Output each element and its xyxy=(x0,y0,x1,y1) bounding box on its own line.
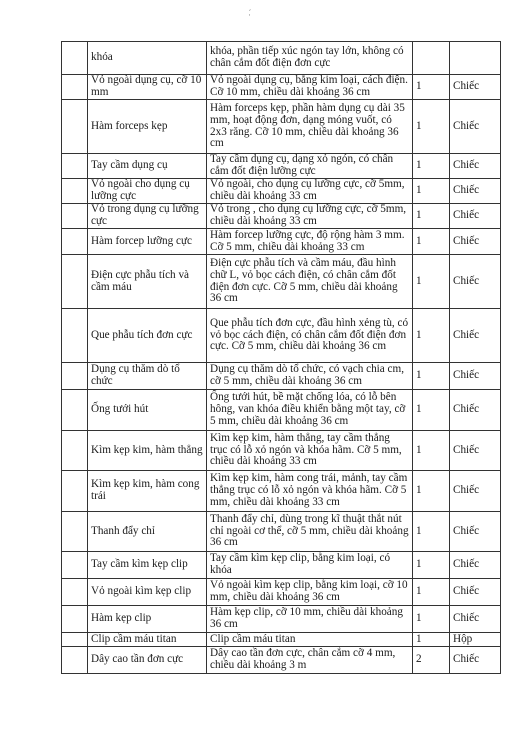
item-description-cell: Kìm kẹp kim, hàm thẳng, tay cầm thẳng trục có lỗ xỏ ngón và khóa hãm. Cỡ 5 mm, chiều dài khoảng 33 cm xyxy=(207,431,413,471)
item-name-cell: Điện cực phẫu tích và cầm máu xyxy=(88,255,207,309)
item-description-cell: Tay cầm dụng cụ, dạng xỏ ngón, có chân cắm đốt điện lưỡng cực xyxy=(207,154,413,179)
table-row xyxy=(62,309,501,363)
table-row xyxy=(62,363,501,390)
table-row xyxy=(62,471,501,512)
unit-cell: Chiếc xyxy=(450,647,501,674)
quantity-cell: 1 xyxy=(413,179,450,204)
item-description-cell: Tay cầm kìm kẹp clip, bằng kim loại, có khóa xyxy=(207,552,413,579)
unit-cell: Chiếc xyxy=(450,431,501,471)
table-row xyxy=(62,75,501,100)
quantity-cell: 1 xyxy=(413,512,450,552)
unit-cell: Chiếc xyxy=(450,552,501,579)
quantity-cell: 1 xyxy=(413,204,450,229)
table-row xyxy=(62,100,501,154)
quantity-cell: 1 xyxy=(413,390,450,431)
item-description-cell: Vỏ trong , cho dụng cụ lưỡng cực, cỡ 5mm, chiều dài khoảng 33 cm xyxy=(207,204,413,229)
table-row xyxy=(62,204,501,229)
item-description-cell: Vỏ ngoài kìm kẹp clip, bằng kim loại, cỡ 10 mm, chiều dài khoảng 36 cm xyxy=(207,579,413,606)
item-description-cell: Ống tưới hút, bề mặt chống lóa, có lỗ bên hông, van khóa điều khiển bằng một tay, cỡ 5 mm, chiều dài khoảng 36 cm xyxy=(207,390,413,431)
quantity-cell xyxy=(413,42,450,75)
quantity-cell: 1 xyxy=(413,633,450,647)
unit-cell: Chiếc xyxy=(450,579,501,606)
row-index-cell xyxy=(62,512,88,552)
item-name-cell: khóa xyxy=(88,42,207,75)
item-description-cell: Kìm kẹp kim, hàm cong trái, mảnh, tay cầm thẳng trục có lỗ xỏ ngón và khóa hãm. Cỡ 5 mm, chiều dài khoảng 33 cm xyxy=(207,471,413,512)
unit-cell: Chiếc xyxy=(450,75,501,100)
item-name-cell: Vỏ ngoài cho dụng cụ lưỡng cực xyxy=(88,179,207,204)
equipment-table xyxy=(61,41,501,674)
item-description-cell: Hàm forcep lưỡng cực, độ rộng hàm 3 mm. Cỡ 5 mm, chiều dài khoảng 33 cm xyxy=(207,229,413,255)
row-index-cell xyxy=(62,100,88,154)
quantity-cell: 1 xyxy=(413,552,450,579)
row-index-cell xyxy=(62,390,88,431)
item-name-cell: Thanh đẩy chỉ xyxy=(88,512,207,552)
row-index-cell xyxy=(62,255,88,309)
item-name-cell: Vỏ ngoài dụng cụ, cỡ 10 mm xyxy=(88,75,207,100)
unit-cell: Chiếc xyxy=(450,309,501,363)
table-row xyxy=(62,255,501,309)
item-description-cell: Dây cao tần đơn cực, chân cắm cỡ 4 mm, chiều dài khoảng 3 m xyxy=(207,647,413,674)
item-name-cell: Hàm forcep lưỡng cực xyxy=(88,229,207,255)
quantity-cell: 1 xyxy=(413,431,450,471)
item-name-cell: Vỏ trong dụng cụ lưỡng cực xyxy=(88,204,207,229)
item-name-cell: Clip cầm máu titan xyxy=(88,633,207,647)
quantity-cell: 1 xyxy=(413,363,450,390)
item-description-cell: Vỏ ngoài, cho dụng cụ lưỡng cực, cỡ 5mm, chiều dài khoảng 33 cm xyxy=(207,179,413,204)
equipment-table-body xyxy=(62,42,501,674)
unit-cell: Chiếc xyxy=(450,100,501,154)
item-name-cell: Hàm forceps kẹp xyxy=(88,100,207,154)
unit-cell xyxy=(450,42,501,75)
item-name-cell: Dây cao tần đơn cực xyxy=(88,647,207,674)
item-name-cell: Vỏ ngoài kìm kẹp clip xyxy=(88,579,207,606)
item-name-cell: Dụng cụ thăm dò tổ chức xyxy=(88,363,207,390)
item-name-cell: Kìm kẹp kim, hàm thẳng xyxy=(88,431,207,471)
item-description-cell: khóa, phần tiếp xúc ngón tay lớn, không có chân cắm đốt điện đơn cực xyxy=(207,42,413,75)
unit-cell: Chiếc xyxy=(450,512,501,552)
item-description-cell: Điện cực phẫu tích và cầm máu, đầu hình chữ L, vỏ bọc cách điện, có chân cắm đốt điện đơn cực. Cỡ 5 mm, chiều dài khoảng 36 cm xyxy=(207,255,413,309)
item-description-cell: Clip cầm máu titan xyxy=(207,633,413,647)
quantity-cell: 1 xyxy=(413,579,450,606)
unit-cell: Chiếc xyxy=(450,255,501,309)
quantity-cell: 1 xyxy=(413,471,450,512)
item-description-cell: Hàm forceps kẹp, phần hàm dụng cụ dài 35 mm, hoạt động đơn, dạng móng vuốt, có 2x3 răng. Cỡ 10 mm, chiều dài khoảng 36 cm xyxy=(207,100,413,154)
unit-cell: Chiếc xyxy=(450,606,501,633)
table-row xyxy=(62,647,501,674)
quantity-cell: 2 xyxy=(413,647,450,674)
item-name-cell: Ống tưới hút xyxy=(88,390,207,431)
item-name-cell: Tay cầm kìm kẹp clip xyxy=(88,552,207,579)
table-row xyxy=(62,633,501,647)
row-index-cell xyxy=(62,204,88,229)
item-description-cell: Hàm kẹp clip, cỡ 10 mm, chiều dài khoảng 36 cm xyxy=(207,606,413,633)
unit-cell: Chiếc xyxy=(450,229,501,255)
row-index-cell xyxy=(62,42,88,75)
table-row xyxy=(62,390,501,431)
item-description-cell: Que phẫu tích đơn cực, đầu hình xẻng tù, có vỏ bọc cách điện, có chân cắm đốt điện đơn cực. Cỡ 5 mm, chiều dài khoảng 36 cm xyxy=(207,309,413,363)
row-index-cell xyxy=(62,647,88,674)
item-description-cell: Vỏ ngoài dụng cụ, bằng kim loại, cách điện. Cỡ 10 mm, chiều dài khoảng 36 cm xyxy=(207,75,413,100)
unit-cell: Chiếc xyxy=(450,204,501,229)
table-row xyxy=(62,179,501,204)
row-index-cell xyxy=(62,229,88,255)
table-row xyxy=(62,229,501,255)
unit-cell: Chiếc xyxy=(450,179,501,204)
unit-cell: Chiếc xyxy=(450,363,501,390)
table-row xyxy=(62,154,501,179)
item-description-cell: Thanh đẩy chỉ, dùng trong kĩ thuật thắt nút chỉ ngoài cơ thể, cỡ 5 mm, chiều dài khoảng 36 cm xyxy=(207,512,413,552)
unit-cell: Chiếc xyxy=(450,154,501,179)
quantity-cell: 1 xyxy=(413,75,450,100)
table-row xyxy=(62,42,501,75)
row-index-cell xyxy=(62,309,88,363)
unit-cell: Chiếc xyxy=(450,390,501,431)
quantity-cell: 1 xyxy=(413,606,450,633)
table-row xyxy=(62,606,501,633)
item-name-cell: Hàm kẹp clip xyxy=(88,606,207,633)
item-name-cell: Tay cầm dụng cụ xyxy=(88,154,207,179)
item-name-cell: Que phẫu tích đơn cực xyxy=(88,309,207,363)
row-index-cell xyxy=(62,552,88,579)
row-index-cell xyxy=(62,363,88,390)
table-row xyxy=(62,579,501,606)
quantity-cell: 1 xyxy=(413,100,450,154)
scan-mark: ·́ xyxy=(248,10,251,20)
row-index-cell xyxy=(62,154,88,179)
table-row xyxy=(62,512,501,552)
table-row xyxy=(62,552,501,579)
row-index-cell xyxy=(62,633,88,647)
row-index-cell xyxy=(62,179,88,204)
item-name-cell: Kìm kẹp kim, hàm cong trái xyxy=(88,471,207,512)
quantity-cell: 1 xyxy=(413,309,450,363)
row-index-cell xyxy=(62,471,88,512)
item-description-cell: Dụng cụ thăm dò tổ chức, có vạch chia cm, cỡ 5 mm, chiều dài khoảng 36 cm xyxy=(207,363,413,390)
row-index-cell xyxy=(62,75,88,100)
row-index-cell xyxy=(62,579,88,606)
table-row xyxy=(62,431,501,471)
unit-cell: Hộp xyxy=(450,633,501,647)
quantity-cell: 1 xyxy=(413,154,450,179)
quantity-cell: 1 xyxy=(413,229,450,255)
quantity-cell: 1 xyxy=(413,255,450,309)
unit-cell: Chiếc xyxy=(450,471,501,512)
row-index-cell xyxy=(62,606,88,633)
row-index-cell xyxy=(62,431,88,471)
